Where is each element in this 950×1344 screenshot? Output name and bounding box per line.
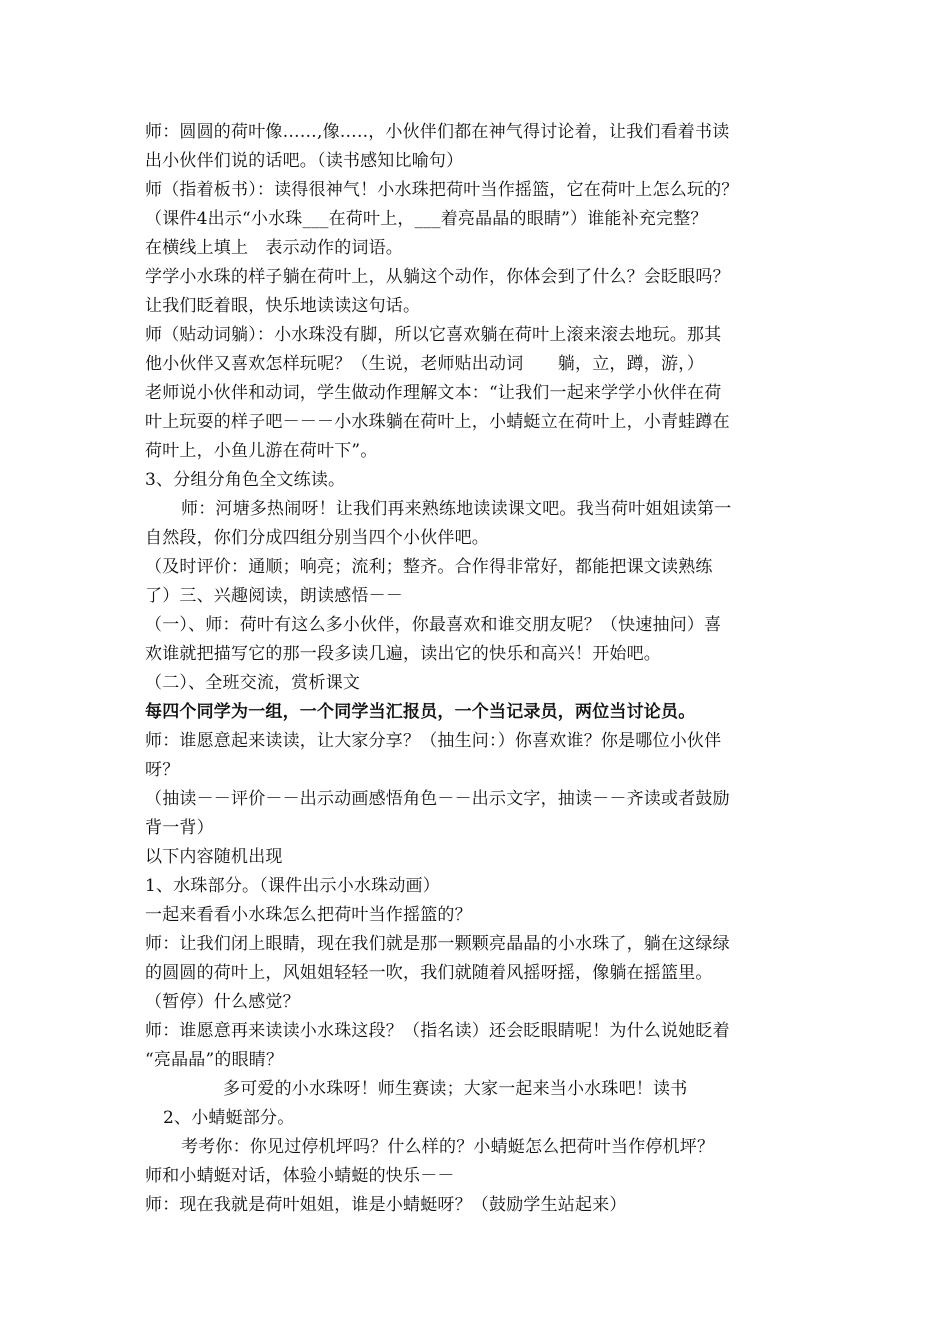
text-line: 他小伙伴又喜欢怎样玩呢？（生说，老师贴出动词 躺，立，蹲，游，） xyxy=(145,354,705,374)
text-line: （一）、师：荷叶有这么多小伙伴，你最喜欢和谁交朋友呢？（快速抽问）喜 xyxy=(145,615,722,635)
text-line: 背一背） xyxy=(145,818,214,838)
text-line: 师（指着板书）：读得很神气！小水珠把荷叶当作摇篮，它在荷叶上怎么玩的？ xyxy=(145,180,739,200)
text-line: 自然段，你们分成四组分别当四个小伙伴吧。 xyxy=(145,528,489,548)
section-heading: （二）、全班交流，赏析课文 xyxy=(145,673,361,693)
text-line: 了）三、兴趣阅读，朗读感悟－－ xyxy=(145,586,403,606)
text-line: （课件4出示“小水珠___在荷叶上，___着亮晶晶的眼睛”）谁能补充完整？ xyxy=(145,209,708,229)
text-line: （暂停）什么感觉？ xyxy=(145,992,300,1012)
text-line: 出小伙伴们说的话吧。（读书感知比喻句） xyxy=(145,151,464,171)
text-line: 师：谁愿意再来读读小水珠这段？（指名读）还会眨眼睛呢！为什么说她眨着 xyxy=(145,1021,730,1041)
text-line: 师：让我们闭上眼睛，现在我们就是那一颗颗亮晶晶的小水珠了，躺在这绿绿 xyxy=(145,934,730,954)
bold-instruction: 每四个同学为一组，一个同学当汇报员，一个当记录员，两位当讨论员。 xyxy=(145,702,696,722)
text-line: 师和小蜻蜓对话，体验小蜻蜓的快乐－－ xyxy=(145,1166,455,1186)
text-line: 老师说小伙伴和动词，学生做动作理解文本：“让我们一起来学学小伙伴在荷 xyxy=(145,383,722,403)
text-line: 荷叶上，小鱼儿游在荷叶下”。 xyxy=(145,441,378,461)
text-line: 一起来看看小水珠怎么把荷叶当作摇篮的？ xyxy=(145,905,472,925)
text-line: 以下内容随机出现 xyxy=(145,847,283,867)
text-line: 考考你：你见过停机坪吗？什么样的？小蜻蜓怎么把荷叶当作停机坪？ xyxy=(181,1137,715,1157)
text-line: 呀？ xyxy=(145,760,180,780)
text-line: 让我们眨着眼，快乐地读读这句话。 xyxy=(145,296,421,316)
section-heading: 1、水珠部分。（课件出示小水珠动画） xyxy=(145,876,440,896)
text-line: 的圆圆的荷叶上，风姐姐轻轻一吹，我们就随着风摇呀摇，像躺在摇篮里。 xyxy=(145,963,713,983)
text-line: 在横线上填上 表示动作的词语。 xyxy=(145,238,403,258)
text-line: 学学小水珠的样子躺在荷叶上，从躺这个动作，你体会到了什么？会眨眼吗？ xyxy=(145,267,730,287)
text-line: “亮晶晶”的眼睛？ xyxy=(145,1050,284,1070)
text-line: 师：谁愿意起来读读，让大家分享？（抽生问：）你喜欢谁？你是哪位小伙伴 xyxy=(145,731,722,751)
text-line: 师：圆圆的荷叶像……,像…..，小伙伴们都在神气得讨论着，让我们看着书读 xyxy=(145,122,730,142)
text-line: 师：河塘多热闹呀！让我们再来熟练地读读课文吧。我当荷叶姐姐读第一 xyxy=(181,499,732,519)
section-heading: 2、小蜻蜓部分。 xyxy=(163,1108,295,1128)
section-heading: 3、分组分角色全文练读。 xyxy=(145,470,346,490)
text-line: 叶上玩耍的样子吧－－－小水珠躺在荷叶上，小蜻蜓立在荷叶上，小青蛙蹲在 xyxy=(145,412,730,432)
text-line: （及时评价：通顺；响亮；流利；整齐。合作得非常好，都能把课文读熟练 xyxy=(145,557,713,577)
text-line: （抽读－－评价－－出示动画感悟角色－－出示文字，抽读－－齐读或者鼓励 xyxy=(145,789,730,809)
text-line: 师（贴动词躺）：小水珠没有脚，所以它喜欢躺在荷叶上滚来滚去地玩。那其 xyxy=(145,325,722,345)
text-line: 多可爱的小水珠呀！师生赛读；大家一起来当小水珠吧！读书 xyxy=(223,1079,688,1099)
text-line: 师：现在我就是荷叶姐姐，谁是小蜻蜓呀？（鼓励学生站起来） xyxy=(145,1195,627,1215)
text-line: 欢谁就把描写它的那一段多读几遍，读出它的快乐和高兴！开始吧。 xyxy=(145,644,661,664)
document-page xyxy=(145,118,815,1220)
